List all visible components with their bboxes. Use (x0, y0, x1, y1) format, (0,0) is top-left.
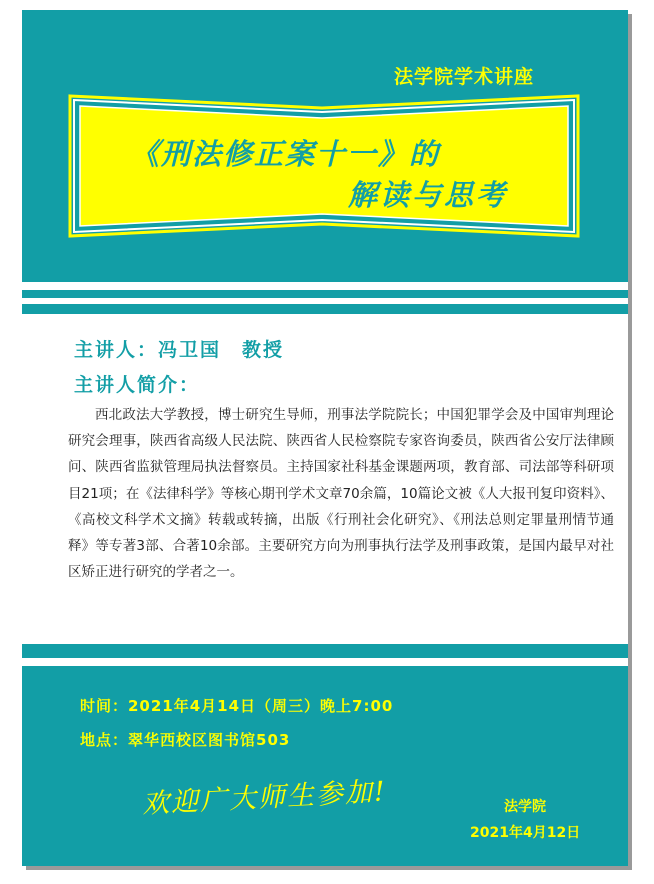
event-time: 时间：2021年4月14日（周三）晚上7:00 (80, 697, 394, 715)
divider-stripe (22, 282, 628, 290)
welcome-message: 欢迎广大师生参加! (141, 776, 388, 820)
issue-date: 2021年4月12日 (470, 825, 581, 841)
divider-stripe (22, 650, 628, 658)
poster (22, 10, 628, 866)
lecture-title-line2: 解读与思考 (348, 178, 509, 212)
event-place: 地点：翠华西校区图书馆503 (80, 731, 291, 749)
speaker-name: 主讲人：冯卫国 教授 (74, 339, 285, 361)
divider-stripe (22, 298, 628, 304)
lecture-title-line1: 《刑法修正案十一》的 (130, 137, 441, 171)
divider-stripe (22, 658, 628, 666)
organizer: 法学院 (504, 799, 546, 815)
series-title: 法学院学术讲座 (394, 66, 535, 88)
divider-stripe (22, 666, 628, 672)
speaker-bio-heading: 主讲人简介： (74, 374, 201, 396)
speaker-bio: 西北政法大学教授，博士研究生导师，刑事法学院院长；中国犯罪学会及中国审判理论研究会理事，陕西省高级人民法院、陕西省人民检察院专家咨询委员，陕西省公安厅法律顾问、陕西省监狱管理局执法督察员。主持国家社科基金课题两项，教育部、司法部等科研项目21项；在《法律科学》等核心期刊学术文章70余篇，10篇论文被《人大报刊复印资料》、《高校文科学术文摘》转载或转摘，出版《行刑社会化研究》、《刑法总则定罪量刑情节通释》等专著3部、合著10余部。主要研究方向为刑事执行法学及刑事政策，是国内最早对社区矫正进行研究的学者之一。 (68, 407, 614, 581)
